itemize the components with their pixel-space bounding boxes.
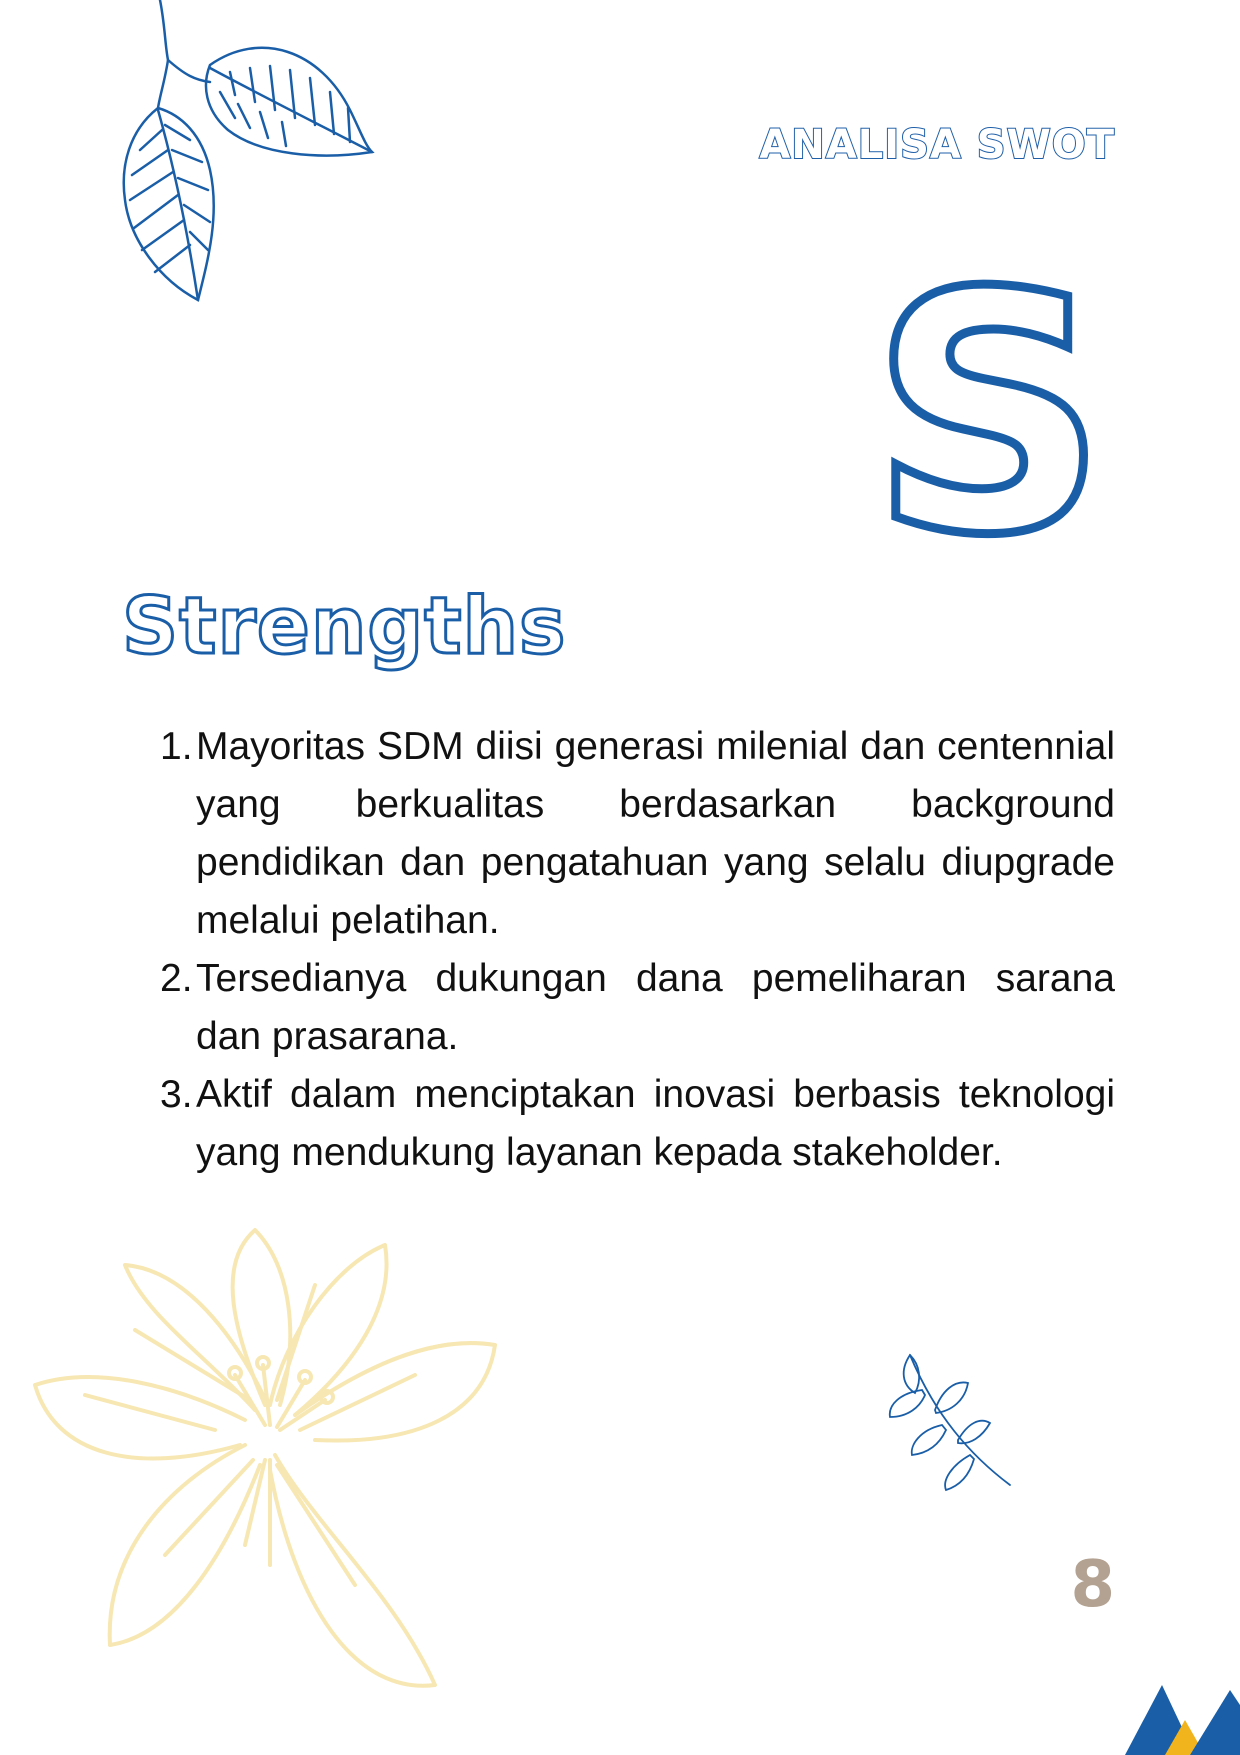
flower-illustration-icon [15, 1225, 515, 1695]
section-letter: S [870, 223, 1108, 607]
list-item [160, 718, 1115, 950]
leaves-illustration-icon [110, 0, 390, 320]
list-item-text: Tersedianya dukungan dana pemeliharan sarana dan prasarana. [196, 957, 1115, 1058]
list-item [160, 1066, 1115, 1182]
sprig-illustration-icon [880, 1345, 1020, 1505]
list-item-text: Aktif dalam menciptakan inovasi berbasis teknologi yang mendukung layanan kepada stakeholder. [196, 1073, 1115, 1174]
list-item-number: 3. [160, 1073, 193, 1116]
page-number: 8 [1070, 1548, 1115, 1622]
list-item-number: 2. [160, 957, 193, 1000]
list-item-number: 1. [160, 725, 193, 768]
list-item [160, 950, 1115, 1066]
strengths-list [160, 718, 1115, 1182]
section-title: Strengths [122, 582, 567, 672]
corner-triangles-logo-icon [1120, 1680, 1240, 1755]
list-item-text: Mayoritas SDM diisi generasi milenial dan centennial yang berkualitas berdasarkan background pendidikan dan pengatahuan yang selalu diupgrade melalui pelatihan. [196, 725, 1115, 942]
header-label: ANALISA SWOT [759, 122, 1115, 168]
